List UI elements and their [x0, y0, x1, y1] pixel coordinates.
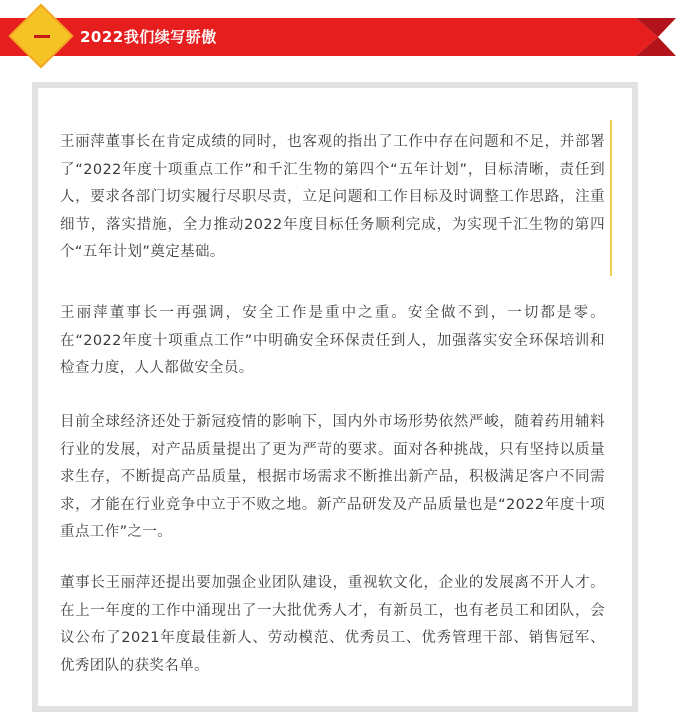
article-card: [32, 82, 638, 712]
article-paragraph-1: 王丽萍董事长在肯定成绩的同时，也客观的指出了工作中存在问题和不足，并部署了“2022年度十项重点工作”和千汇生物的第四个“五年计划”，目标清晰，责任到人，要求各部门切实履行尽职尽责，立足问题和工作目标及时调整工作思路，注重细节，落实措施，全力推动2022年度目标任务顺利完成，为实现千汇生物的第四个“五年计划”奠定基础。: [60, 134, 605, 260]
section-header: [0, 0, 678, 75]
section-number-mark: [34, 35, 50, 38]
article-paragraph-2: 王丽萍董事长一再强调，安全工作是重中之重。安全做不到，一切都是零。在“2022年度十项重点工作”中明确安全环保责任到人，加强落实安全环保培训和检查力度，人人都做安全员。: [60, 305, 605, 376]
article-paragraph-3: 目前全球经济还处于新冠疫情的影响下，国内外市场形势依然严峻，随着药用辅料行业的发展，对产品质量提出了更为严苛的要求。面对各种挑战，只有坚持以质量求生存，不断提高产品质量，根据市场需求不断推出新产品，积极满足客户不同需求，才能在行业竞争中立于不败之地。新产品研发及产品质量也是“2022年度十项重点工作”之一。: [60, 414, 605, 540]
article-paragraph-4: 董事长王丽萍还提出要加强企业团队建设，重视软文化，企业的发展离不开人才。在上一年度的工作中涌现出了一大批优秀人才，有新员工，也有老员工和团队，会议公布了2021年度最佳新人、劳动模范、优秀员工、优秀管理干部、销售冠军、优秀团队的获奖名单。: [60, 575, 605, 674]
quote-accent-line: [610, 120, 612, 276]
section-title: 2022我们续写骄傲: [80, 28, 217, 46]
